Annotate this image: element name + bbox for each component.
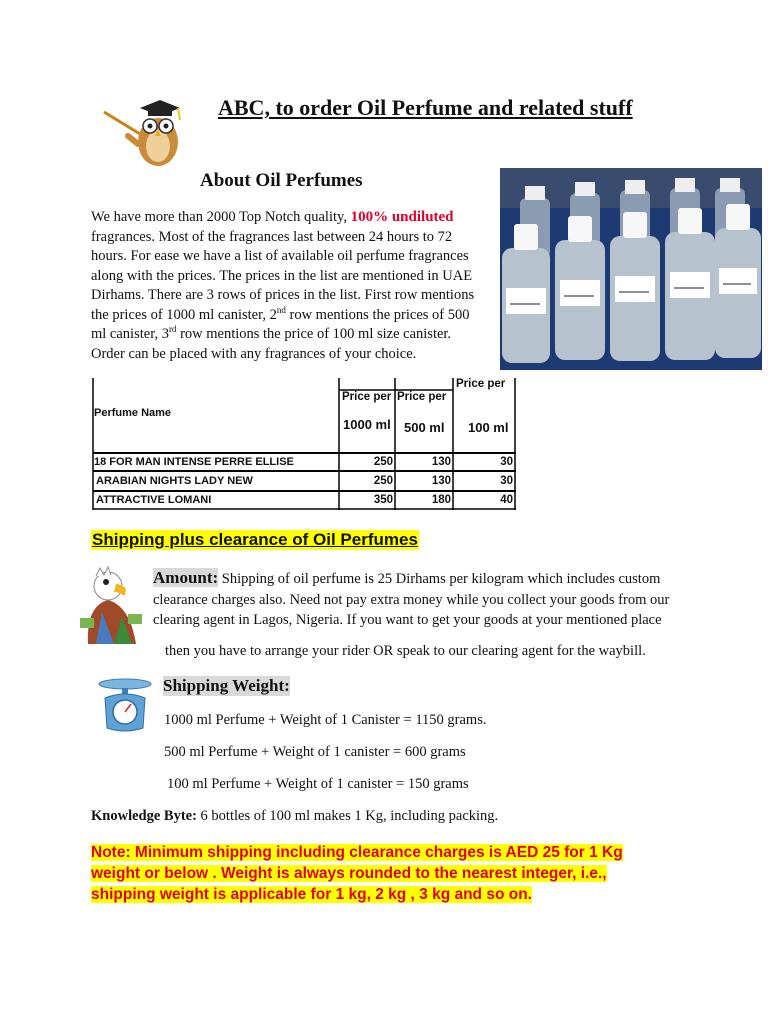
table-cell-price: 350 bbox=[373, 494, 393, 506]
table-cell-price: 130 bbox=[431, 456, 451, 468]
superscript: nd bbox=[276, 304, 286, 315]
table-header-price: Price per bbox=[397, 391, 447, 403]
table-cell-price: 130 bbox=[431, 475, 451, 487]
weight-line: 500 ml Perfume + Weight of 1 canister = 600 grams bbox=[164, 744, 466, 760]
table-cell-name: 18 FOR MAN INTENSE PERRE ELLISE bbox=[94, 456, 294, 468]
amount-paragraph bbox=[153, 568, 713, 631]
table-header-price: Price per bbox=[342, 391, 392, 403]
knowledge-label: Knowledge Byte: bbox=[91, 808, 197, 824]
weight-line: 1000 ml Perfume + Weight of 1 Canister = 1150 grams. bbox=[164, 712, 487, 728]
table-cell-price: 250 bbox=[373, 456, 393, 468]
intro-paragraph bbox=[91, 208, 486, 364]
table-header-size: 500 ml bbox=[404, 420, 445, 435]
eagle-cartoon-icon bbox=[78, 566, 148, 646]
weight-line: 100 ml Perfume + Weight of 1 canister = 150 grams bbox=[167, 776, 469, 792]
table-header-price: Price per bbox=[456, 378, 506, 390]
intro-text: fragrances. Most of the fragrances last between 24 hours to 72 hours. For ease we have a list of available oil perfume fragrances along with the prices. The prices in the list are mentioned in UAE Dirhams. There are 3 rows of prices in the list. First row mentions the prices of 1000 ml canister, 2 bbox=[91, 228, 475, 323]
table-cell-price: 180 bbox=[431, 494, 451, 506]
owl-teacher-icon bbox=[100, 92, 188, 172]
table-cell-price: 30 bbox=[500, 456, 513, 468]
price-table bbox=[91, 376, 516, 510]
amount-label: Amount: bbox=[153, 568, 219, 587]
note-paragraph bbox=[91, 842, 671, 905]
page-title: ABC, to order Oil Perfume and related stuff bbox=[218, 95, 633, 120]
table-cell-price: 30 bbox=[500, 475, 513, 487]
superscript: rd bbox=[168, 324, 177, 335]
knowledge-text: 6 bottles of 100 ml makes 1 Kg, including packing. bbox=[196, 808, 499, 824]
table-cell-price: 40 bbox=[500, 494, 513, 506]
intro-text: row mentions the prices of 500 ml canister, 3 bbox=[91, 306, 470, 342]
table-header-size: 100 ml bbox=[468, 420, 509, 435]
rider-text: then you have to arrange your rider OR speak to our clearing agent for the waybill. bbox=[165, 643, 646, 659]
perfume-bottles-photo bbox=[500, 168, 762, 370]
table-cell-name: ARABIAN NIGHTS LADY NEW bbox=[96, 475, 253, 487]
note-text: Note: Minimum shipping including clearance charges is AED 25 for 1 Kg weight or below . Weight is always rounded to the nearest integer, i.e., shipping weight is applicable for 1 kg, 2 kg , 3 kg and so on. bbox=[91, 844, 623, 903]
table-header-name: Perfume Name bbox=[94, 407, 172, 419]
knowledge-byte bbox=[91, 808, 498, 825]
undiluted-highlight: 100% undiluted bbox=[350, 209, 454, 225]
amount-text: Shipping of oil perfume is 25 Dirhams per kilogram which includes custom clearance charges also. Need not pay extra money while you collect your goods from our clearing agent in Lagos, Nigeria. If you want to get your goods at your mentioned place bbox=[153, 571, 670, 628]
shipping-weight-label: Shipping Weight: bbox=[163, 676, 290, 695]
section-heading-about: About Oil Perfumes bbox=[200, 170, 363, 191]
intro-text: row mentions the price of 100 ml size canister. Order can be placed with any fragrances of your choice. bbox=[91, 326, 452, 362]
table-header-size: 1000 ml bbox=[343, 417, 391, 432]
weighing-scale-icon bbox=[95, 676, 155, 736]
table-cell-price: 250 bbox=[373, 475, 393, 487]
intro-text: We have more than 2000 Top Notch quality, bbox=[91, 209, 351, 225]
table-cell-name: ATTRACTIVE LOMANI bbox=[96, 494, 212, 506]
shipping-heading: Shipping plus clearance of Oil Perfumes bbox=[92, 530, 418, 549]
